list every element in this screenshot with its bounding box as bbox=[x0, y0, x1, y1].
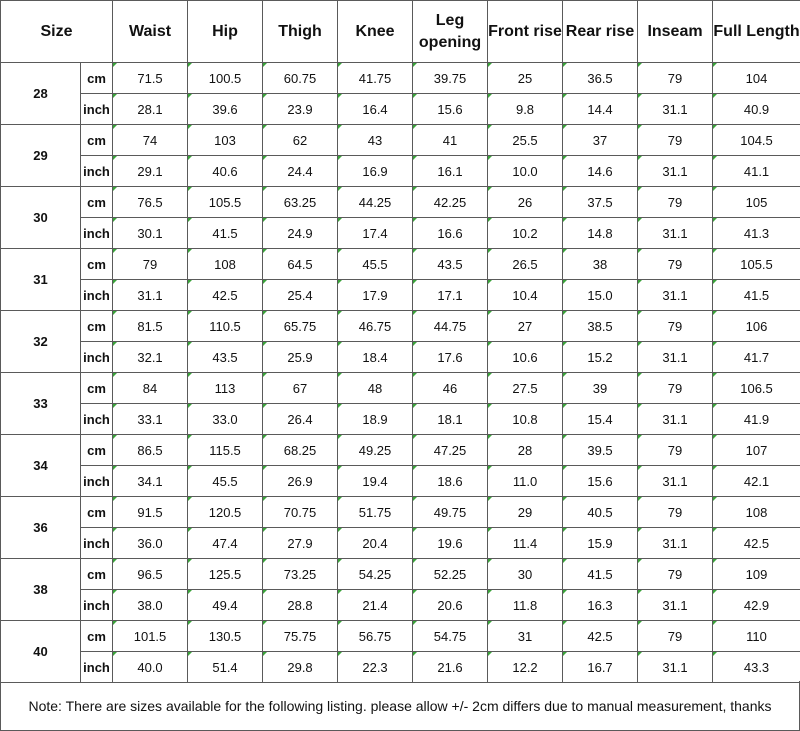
measurement-cell: 54.75 bbox=[413, 621, 488, 652]
measurement-cell: 18.9 bbox=[338, 404, 413, 435]
measurement-cell: 20.6 bbox=[413, 590, 488, 621]
measurement-cell: 40.9 bbox=[713, 94, 800, 125]
measurement-cell: 28 bbox=[488, 435, 563, 466]
measurement-cell: 16.6 bbox=[413, 218, 488, 249]
table-row bbox=[1, 280, 800, 311]
measurement-cell: 130.5 bbox=[188, 621, 263, 652]
measurement-cell: 79 bbox=[638, 559, 713, 590]
measurement-cell: 81.5 bbox=[113, 311, 188, 342]
measurement-cell: 108 bbox=[713, 497, 800, 528]
measurement-cell: 10.0 bbox=[488, 156, 563, 187]
table-body bbox=[1, 63, 800, 683]
measurement-cell: 45.5 bbox=[188, 466, 263, 497]
measurement-cell: 47.4 bbox=[188, 528, 263, 559]
size-label: 40 bbox=[1, 621, 81, 683]
measurement-cell: 79 bbox=[113, 249, 188, 280]
measurement-cell: 44.25 bbox=[338, 187, 413, 218]
measurement-cell: 9.8 bbox=[488, 94, 563, 125]
measurement-cell: 36.0 bbox=[113, 528, 188, 559]
measurement-cell: 39.6 bbox=[188, 94, 263, 125]
table-row bbox=[1, 590, 800, 621]
table-row bbox=[1, 342, 800, 373]
measurement-cell: 11.4 bbox=[488, 528, 563, 559]
measurement-cell: 28.8 bbox=[263, 590, 338, 621]
measurement-cell: 20.4 bbox=[338, 528, 413, 559]
measurement-cell: 16.1 bbox=[413, 156, 488, 187]
measurement-cell: 70.75 bbox=[263, 497, 338, 528]
column-header-full-length: Full Length bbox=[713, 1, 800, 63]
measurement-cell: 30.1 bbox=[113, 218, 188, 249]
table-row bbox=[1, 373, 800, 404]
measurement-cell: 29.8 bbox=[263, 652, 338, 683]
measurement-cell: 27.5 bbox=[488, 373, 563, 404]
measurement-cell: 21.4 bbox=[338, 590, 413, 621]
measurement-cell: 110 bbox=[713, 621, 800, 652]
measurement-cell: 39 bbox=[563, 373, 638, 404]
measurement-cell: 79 bbox=[638, 125, 713, 156]
measurement-cell: 73.25 bbox=[263, 559, 338, 590]
measurement-cell: 79 bbox=[638, 249, 713, 280]
measurement-cell: 31.1 bbox=[638, 156, 713, 187]
measurement-cell: 19.6 bbox=[413, 528, 488, 559]
measurement-cell: 110.5 bbox=[188, 311, 263, 342]
measurement-cell: 79 bbox=[638, 373, 713, 404]
measurement-cell: 79 bbox=[638, 63, 713, 94]
measurement-cell: 12.2 bbox=[488, 652, 563, 683]
measurement-cell: 31.1 bbox=[638, 280, 713, 311]
measurement-cell: 15.4 bbox=[563, 404, 638, 435]
measurement-cell: 42.5 bbox=[563, 621, 638, 652]
measurement-cell: 71.5 bbox=[113, 63, 188, 94]
column-header-leg-opening: Leg opening bbox=[413, 1, 488, 63]
measurement-cell: 11.8 bbox=[488, 590, 563, 621]
column-header-front-rise: Front rise bbox=[488, 1, 563, 63]
measurement-cell: 60.75 bbox=[263, 63, 338, 94]
table-row bbox=[1, 404, 800, 435]
unit-label-inch: inch bbox=[81, 156, 113, 187]
measurement-cell: 96.5 bbox=[113, 559, 188, 590]
table-row bbox=[1, 466, 800, 497]
table-row bbox=[1, 559, 800, 590]
measurement-cell: 17.1 bbox=[413, 280, 488, 311]
measurement-cell: 33.1 bbox=[113, 404, 188, 435]
size-label: 28 bbox=[1, 63, 81, 125]
measurement-cell: 67 bbox=[263, 373, 338, 404]
measurement-cell: 39.75 bbox=[413, 63, 488, 94]
measurement-cell: 31.1 bbox=[638, 652, 713, 683]
measurement-cell: 16.3 bbox=[563, 590, 638, 621]
size-label: 34 bbox=[1, 435, 81, 497]
measurement-cell: 25.4 bbox=[263, 280, 338, 311]
table-row bbox=[1, 652, 800, 683]
measurement-cell: 41.5 bbox=[563, 559, 638, 590]
measurement-cell: 32.1 bbox=[113, 342, 188, 373]
measurement-cell: 43.3 bbox=[713, 652, 800, 683]
measurement-cell: 25 bbox=[488, 63, 563, 94]
measurement-cell: 24.4 bbox=[263, 156, 338, 187]
measurement-cell: 14.8 bbox=[563, 218, 638, 249]
measurement-cell: 41.3 bbox=[713, 218, 800, 249]
measurement-cell: 37.5 bbox=[563, 187, 638, 218]
measurement-cell: 65.75 bbox=[263, 311, 338, 342]
measurement-cell: 38.5 bbox=[563, 311, 638, 342]
measurement-cell: 86.5 bbox=[113, 435, 188, 466]
size-label: 33 bbox=[1, 373, 81, 435]
measurement-cell: 21.6 bbox=[413, 652, 488, 683]
table-row bbox=[1, 63, 800, 94]
unit-label-cm: cm bbox=[81, 373, 113, 404]
measurement-cell: 40.6 bbox=[188, 156, 263, 187]
table-row bbox=[1, 249, 800, 280]
measurement-cell: 28.1 bbox=[113, 94, 188, 125]
table-row bbox=[1, 156, 800, 187]
measurement-cell: 18.4 bbox=[338, 342, 413, 373]
measurement-cell: 42.25 bbox=[413, 187, 488, 218]
measurement-cell: 44.75 bbox=[413, 311, 488, 342]
measurement-cell: 51.4 bbox=[188, 652, 263, 683]
measurement-cell: 46.75 bbox=[338, 311, 413, 342]
column-header-size: Size bbox=[1, 1, 113, 63]
measurement-cell: 103 bbox=[188, 125, 263, 156]
unit-label-cm: cm bbox=[81, 497, 113, 528]
unit-label-cm: cm bbox=[81, 249, 113, 280]
measurement-cell: 68.25 bbox=[263, 435, 338, 466]
measurement-cell: 54.25 bbox=[338, 559, 413, 590]
table-row bbox=[1, 621, 800, 652]
measurement-cell: 42.1 bbox=[713, 466, 800, 497]
unit-label-inch: inch bbox=[81, 652, 113, 683]
table-row bbox=[1, 497, 800, 528]
measurement-cell: 14.4 bbox=[563, 94, 638, 125]
column-header-waist: Waist bbox=[113, 1, 188, 63]
header-row bbox=[1, 1, 800, 63]
table-row bbox=[1, 125, 800, 156]
measurement-cell: 10.6 bbox=[488, 342, 563, 373]
measurement-cell: 106 bbox=[713, 311, 800, 342]
measurement-cell: 113 bbox=[188, 373, 263, 404]
measurement-cell: 41 bbox=[413, 125, 488, 156]
table-row bbox=[1, 435, 800, 466]
measurement-cell: 62 bbox=[263, 125, 338, 156]
unit-label-inch: inch bbox=[81, 342, 113, 373]
column-header-rear-rise: Rear rise bbox=[563, 1, 638, 63]
measurement-cell: 41.9 bbox=[713, 404, 800, 435]
measurement-cell: 34.1 bbox=[113, 466, 188, 497]
unit-label-cm: cm bbox=[81, 559, 113, 590]
measurement-cell: 48 bbox=[338, 373, 413, 404]
measurement-cell: 29.1 bbox=[113, 156, 188, 187]
measurement-cell: 40.0 bbox=[113, 652, 188, 683]
measurement-cell: 49.75 bbox=[413, 497, 488, 528]
measurement-cell: 25.5 bbox=[488, 125, 563, 156]
measurement-cell: 120.5 bbox=[188, 497, 263, 528]
size-label: 30 bbox=[1, 187, 81, 249]
measurement-cell: 16.4 bbox=[338, 94, 413, 125]
measurement-cell: 38 bbox=[563, 249, 638, 280]
measurement-cell: 49.4 bbox=[188, 590, 263, 621]
measurement-cell: 46 bbox=[413, 373, 488, 404]
measurement-cell: 26.9 bbox=[263, 466, 338, 497]
column-header-knee: Knee bbox=[338, 1, 413, 63]
measurement-cell: 15.6 bbox=[413, 94, 488, 125]
measurement-cell: 15.9 bbox=[563, 528, 638, 559]
measurement-cell: 17.4 bbox=[338, 218, 413, 249]
unit-label-inch: inch bbox=[81, 590, 113, 621]
measurement-cell: 31.1 bbox=[638, 218, 713, 249]
measurement-cell: 107 bbox=[713, 435, 800, 466]
measurement-cell: 23.9 bbox=[263, 94, 338, 125]
measurement-cell: 125.5 bbox=[188, 559, 263, 590]
table-row bbox=[1, 187, 800, 218]
measurement-cell: 109 bbox=[713, 559, 800, 590]
measurement-cell: 31.1 bbox=[638, 404, 713, 435]
measurement-cell: 26 bbox=[488, 187, 563, 218]
measurement-cell: 31.1 bbox=[638, 466, 713, 497]
measurement-cell: 79 bbox=[638, 621, 713, 652]
measurement-cell: 36.5 bbox=[563, 63, 638, 94]
measurement-cell: 52.25 bbox=[413, 559, 488, 590]
measurement-cell: 15.2 bbox=[563, 342, 638, 373]
measurement-cell: 79 bbox=[638, 311, 713, 342]
unit-label-inch: inch bbox=[81, 94, 113, 125]
measurement-cell: 10.2 bbox=[488, 218, 563, 249]
measurement-cell: 30 bbox=[488, 559, 563, 590]
measurement-cell: 37 bbox=[563, 125, 638, 156]
measurement-cell: 29 bbox=[488, 497, 563, 528]
measurement-cell: 17.6 bbox=[413, 342, 488, 373]
measurement-cell: 40.5 bbox=[563, 497, 638, 528]
measurement-cell: 31.1 bbox=[638, 528, 713, 559]
measurement-cell: 18.6 bbox=[413, 466, 488, 497]
measurement-cell: 108 bbox=[188, 249, 263, 280]
measurement-cell: 39.5 bbox=[563, 435, 638, 466]
measurement-cell: 11.0 bbox=[488, 466, 563, 497]
unit-label-cm: cm bbox=[81, 125, 113, 156]
unit-label-cm: cm bbox=[81, 621, 113, 652]
measurement-cell: 41.75 bbox=[338, 63, 413, 94]
table-row bbox=[1, 218, 800, 249]
unit-label-cm: cm bbox=[81, 63, 113, 94]
measurement-cell: 43 bbox=[338, 125, 413, 156]
column-header-thigh: Thigh bbox=[263, 1, 338, 63]
measurement-cell: 105.5 bbox=[188, 187, 263, 218]
size-label: 29 bbox=[1, 125, 81, 187]
measurement-cell: 56.75 bbox=[338, 621, 413, 652]
measurement-cell: 43.5 bbox=[413, 249, 488, 280]
column-header-hip: Hip bbox=[188, 1, 263, 63]
measurement-cell: 26.5 bbox=[488, 249, 563, 280]
column-header-inseam: Inseam bbox=[638, 1, 713, 63]
measurement-cell: 84 bbox=[113, 373, 188, 404]
measurement-cell: 33.0 bbox=[188, 404, 263, 435]
measurement-cell: 64.5 bbox=[263, 249, 338, 280]
measurement-cell: 10.8 bbox=[488, 404, 563, 435]
measurement-cell: 25.9 bbox=[263, 342, 338, 373]
unit-label-inch: inch bbox=[81, 404, 113, 435]
measurement-cell: 41.7 bbox=[713, 342, 800, 373]
measurement-cell: 17.9 bbox=[338, 280, 413, 311]
measurement-cell: 104.5 bbox=[713, 125, 800, 156]
measurement-cell: 45.5 bbox=[338, 249, 413, 280]
measurement-cell: 24.9 bbox=[263, 218, 338, 249]
unit-label-inch: inch bbox=[81, 528, 113, 559]
table-row bbox=[1, 311, 800, 342]
measurement-cell: 105.5 bbox=[713, 249, 800, 280]
size-label: 31 bbox=[1, 249, 81, 311]
measurement-cell: 16.9 bbox=[338, 156, 413, 187]
measurement-cell: 79 bbox=[638, 497, 713, 528]
measurement-cell: 31.1 bbox=[113, 280, 188, 311]
measurement-cell: 22.3 bbox=[338, 652, 413, 683]
measurement-cell: 105 bbox=[713, 187, 800, 218]
measurement-cell: 15.0 bbox=[563, 280, 638, 311]
measurement-cell: 63.25 bbox=[263, 187, 338, 218]
size-label: 36 bbox=[1, 497, 81, 559]
measurement-cell: 27.9 bbox=[263, 528, 338, 559]
measurement-cell: 79 bbox=[638, 435, 713, 466]
measurement-cell: 75.75 bbox=[263, 621, 338, 652]
measurement-cell: 42.5 bbox=[713, 528, 800, 559]
measurement-cell: 19.4 bbox=[338, 466, 413, 497]
measurement-cell: 49.25 bbox=[338, 435, 413, 466]
measurement-cell: 104 bbox=[713, 63, 800, 94]
measurement-cell: 76.5 bbox=[113, 187, 188, 218]
measurement-cell: 91.5 bbox=[113, 497, 188, 528]
measurement-cell: 41.5 bbox=[713, 280, 800, 311]
measurement-cell: 31 bbox=[488, 621, 563, 652]
unit-label-cm: cm bbox=[81, 311, 113, 342]
measurement-cell: 47.25 bbox=[413, 435, 488, 466]
unit-label-cm: cm bbox=[81, 435, 113, 466]
unit-label-inch: inch bbox=[81, 218, 113, 249]
unit-label-inch: inch bbox=[81, 466, 113, 497]
measurement-cell: 79 bbox=[638, 187, 713, 218]
measurement-cell: 100.5 bbox=[188, 63, 263, 94]
measurement-cell: 27 bbox=[488, 311, 563, 342]
measurement-cell: 41.5 bbox=[188, 218, 263, 249]
measurement-cell: 74 bbox=[113, 125, 188, 156]
measurement-cell: 106.5 bbox=[713, 373, 800, 404]
measurement-cell: 14.6 bbox=[563, 156, 638, 187]
measurement-cell: 41.1 bbox=[713, 156, 800, 187]
measurement-cell: 38.0 bbox=[113, 590, 188, 621]
measurement-cell: 115.5 bbox=[188, 435, 263, 466]
size-label: 32 bbox=[1, 311, 81, 373]
measurement-cell: 31.1 bbox=[638, 342, 713, 373]
measurement-cell: 16.7 bbox=[563, 652, 638, 683]
measurement-cell: 26.4 bbox=[263, 404, 338, 435]
measurement-cell: 101.5 bbox=[113, 621, 188, 652]
measurement-cell: 15.6 bbox=[563, 466, 638, 497]
measurement-cell: 31.1 bbox=[638, 94, 713, 125]
measurement-cell: 18.1 bbox=[413, 404, 488, 435]
measurement-cell: 42.5 bbox=[188, 280, 263, 311]
table-row bbox=[1, 528, 800, 559]
measurement-cell: 42.9 bbox=[713, 590, 800, 621]
measurement-cell: 31.1 bbox=[638, 590, 713, 621]
measurement-cell: 43.5 bbox=[188, 342, 263, 373]
unit-label-inch: inch bbox=[81, 280, 113, 311]
measurement-note: Note: There are sizes available for the following listing. please allow +/- 2cm differs due to manual measurement, thanks bbox=[0, 681, 800, 731]
size-label: 38 bbox=[1, 559, 81, 621]
measurement-cell: 51.75 bbox=[338, 497, 413, 528]
unit-label-cm: cm bbox=[81, 187, 113, 218]
measurement-cell: 10.4 bbox=[488, 280, 563, 311]
table-row bbox=[1, 94, 800, 125]
